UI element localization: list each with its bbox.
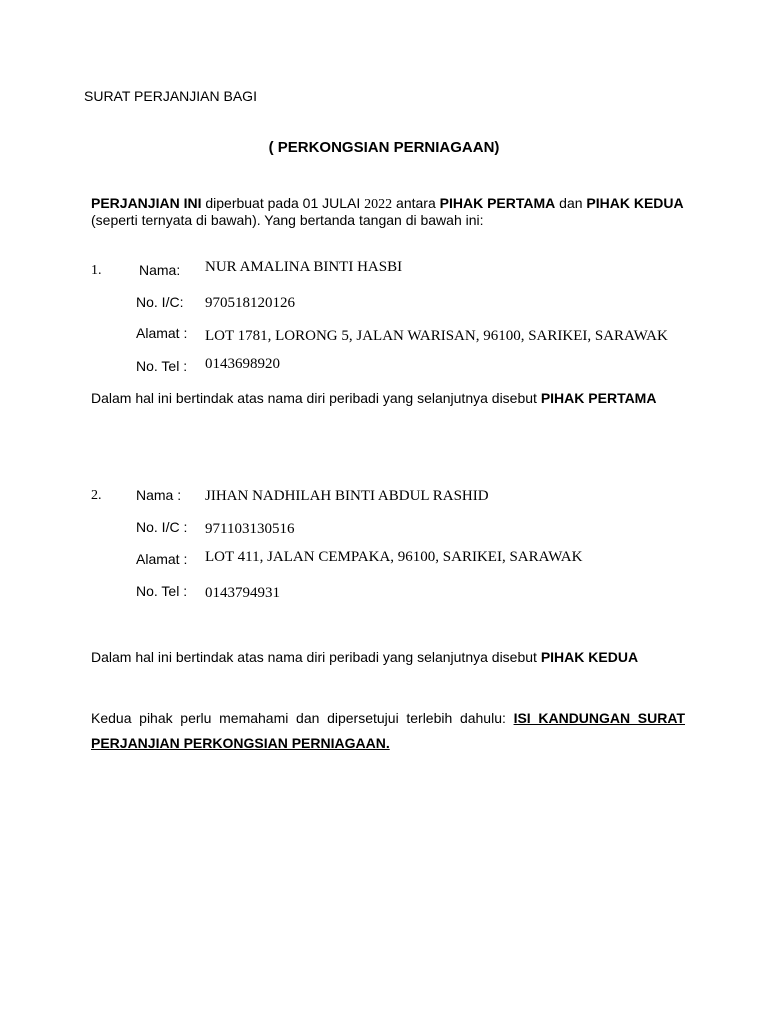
party-one-number: 1. [91, 263, 102, 278]
intro-text3: dan [555, 195, 587, 211]
closing-bold-1: ISI KANDUNGAN SURAT [513, 710, 685, 726]
closing-text: Kedua pihak perlu memahami dan dipersetujui terlebih dahulu: [91, 710, 514, 726]
party-two-address: LOT 411, JALAN CEMPAKA, 96100, SARIKEI, SARAWAK [205, 549, 583, 565]
party-two-tel: 0143794931 [205, 585, 280, 601]
intro-text1: diperbuat pada 01 JULAI [201, 195, 365, 211]
party-two-name-label: Nama : [136, 487, 182, 503]
intro-year: 2022 [364, 197, 393, 212]
party-two-ic-label: No. I/C : [136, 519, 188, 535]
intro-line-2: (seperti ternyata di bawah). Yang bertanda tangan di bawah ini: [91, 212, 484, 228]
party-one-tel-label: No. Tel : [136, 358, 188, 374]
party-one-name: NUR AMALINA BINTI HASBI [205, 259, 403, 275]
document-header-line: SURAT PERJANJIAN BAGI [84, 88, 257, 104]
party-two-name: JIHAN NADHILAH BINTI ABDUL RASHID [205, 488, 489, 504]
intro-lead: PERJANJIAN INI [91, 195, 202, 211]
party-two-statement [91, 649, 638, 666]
party-one-statement-text: Dalam hal ini bertindak atas nama diri peribadi yang selanjutnya disebut [91, 390, 541, 406]
party-one-statement [91, 390, 656, 407]
party-two-address-label: Alamat : [136, 551, 188, 567]
party-one-address: LOT 1781, LORONG 5, JALAN WARISAN, 96100, SARIKEI, SARAWAK [205, 328, 668, 344]
party-one-ic-label: No. I/C: [136, 294, 184, 310]
document-title: ( PERKONGSIAN PERNIAGAAN) [268, 139, 500, 156]
intro-party2: PIHAK KEDUA [586, 195, 684, 211]
party-one-address-label: Alamat : [136, 325, 188, 341]
party-one-tel: 0143698920 [205, 356, 280, 372]
party-two-number: 2. [91, 488, 102, 503]
closing-line-1 [91, 710, 685, 727]
party-two-tel-label: No. Tel : [136, 583, 188, 599]
party-one-statement-bold: PIHAK PERTAMA [540, 390, 657, 406]
intro-party1: PIHAK PERTAMA [439, 195, 556, 211]
intro-text2: antara [392, 195, 440, 211]
closing-line-2: PERJANJIAN PERKONGSIAN PERNIAGAAN. [91, 735, 390, 751]
party-two-statement-text: Dalam hal ini bertindak atas nama diri peribadi yang selanjutnya disebut [91, 649, 541, 665]
party-one-name-label: Nama: [139, 262, 181, 278]
party-one-ic: 970518120126 [205, 295, 295, 311]
party-two-ic: 971103130516 [205, 521, 295, 537]
party-two-statement-bold: PIHAK KEDUA [540, 649, 639, 665]
